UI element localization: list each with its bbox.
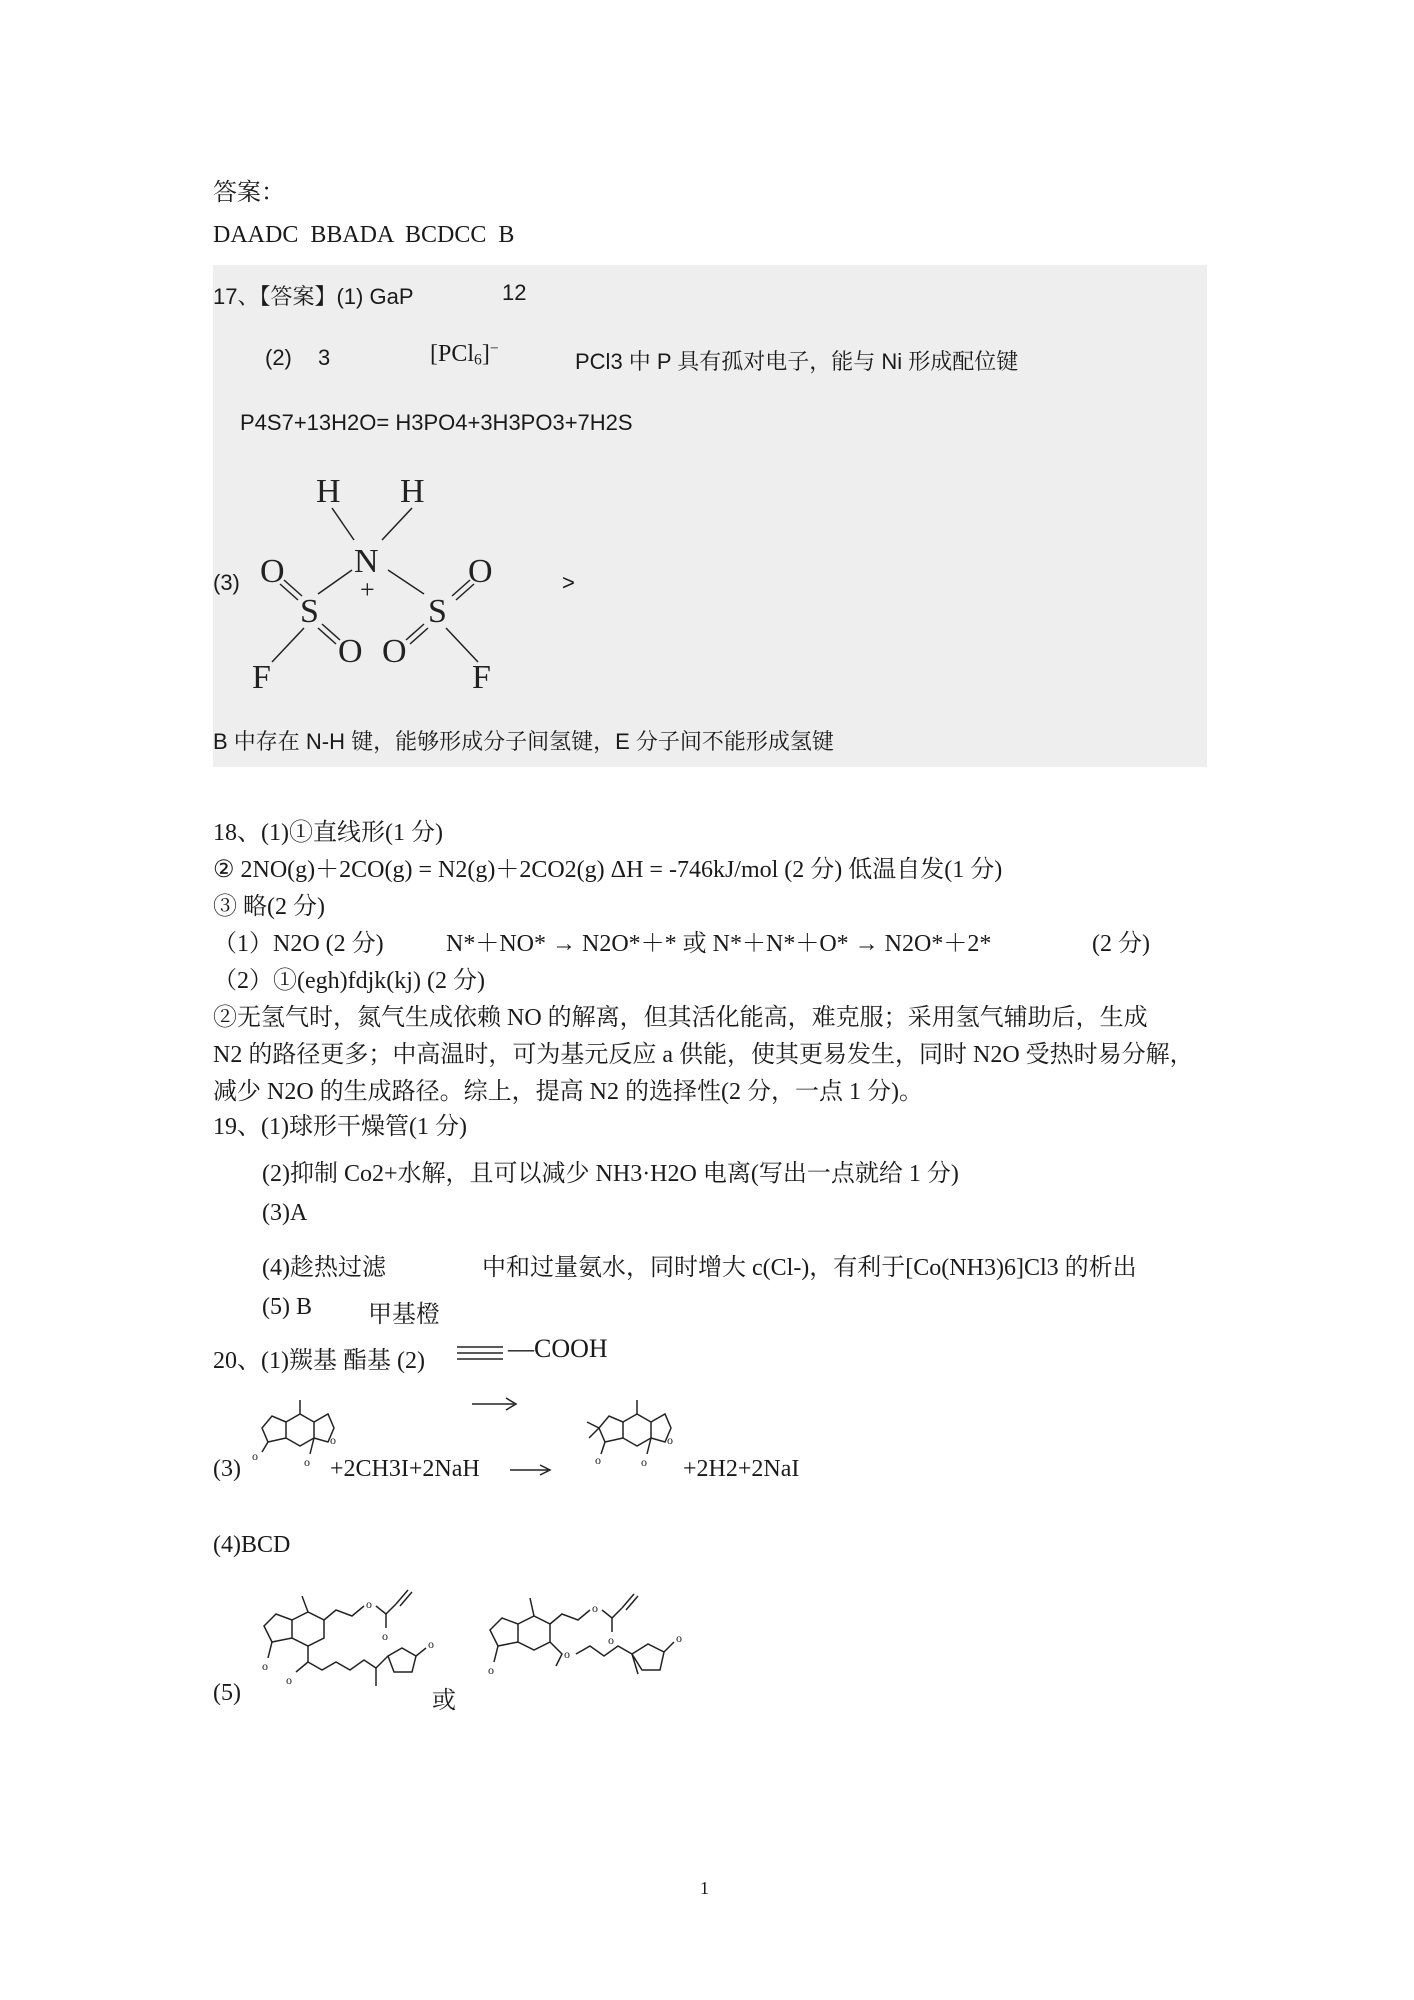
q19-line4-operation: (4)趁热过滤: [262, 1255, 386, 1281]
q19-line1: 19、(1)球形干燥管(1 分): [213, 1114, 467, 1140]
q19-line2: (2)抑制 Co2+水解，且可以减少 NH3·H2O 电离(写出一点就给 1 分): [262, 1161, 959, 1187]
isomer-structure-a: [236, 1576, 456, 1716]
svg-text:o: o: [366, 1597, 372, 1611]
svg-text:o: o: [595, 1453, 601, 1467]
svg-text:o: o: [592, 1601, 598, 1615]
svg-text:O: O: [468, 553, 493, 590]
q18-line3: ③ 略(2 分): [213, 894, 325, 920]
svg-text:+: +: [360, 575, 375, 604]
svg-text:o: o: [641, 1455, 647, 1469]
answer-heading: 答案：: [213, 180, 285, 206]
multiple-choice-answers: DAADC BBADA BCDCC B: [213, 222, 515, 248]
q18-line4-mechanism: N*＋NO* → N2O*＋* 或 N*＋N*＋O* → N2O*＋2*: [446, 931, 992, 957]
product-structure: [565, 1394, 685, 1484]
q17-part3-label: (3): [213, 570, 240, 595]
svg-text:O: O: [382, 633, 407, 670]
nh2-so2f-cation-structure: [250, 470, 530, 690]
q20-part5-label: (5): [213, 1680, 241, 1706]
svg-text:o: o: [676, 1631, 682, 1645]
svg-text:o: o: [252, 1449, 258, 1463]
reaction-arrow-2-icon: [508, 1460, 554, 1480]
svg-text:o: o: [488, 1663, 494, 1677]
svg-text:H: H: [316, 473, 341, 510]
svg-text:O: O: [260, 553, 285, 590]
svg-text:O: O: [338, 633, 363, 670]
q18-line6: ②无氢气时，氮气生成依赖 NO 的解离，但其活化能高，难克服；采用氢气辅助后，生成: [213, 1005, 1148, 1031]
q20-part5-or: 或: [432, 1688, 456, 1714]
q20-part3-reagents: +2CH3I+2NaH: [330, 1456, 480, 1482]
q19-line5-indicator: 甲基橙: [368, 1302, 440, 1328]
q17-hydrogen-bond-note: B 中存在 N-H 键，能够形成分子间氢键，E 分子间不能形成氢键: [213, 729, 834, 754]
svg-text:o: o: [428, 1637, 434, 1651]
q18-line1: 18、(1)①直线形(1 分): [213, 820, 443, 846]
q17-equation: P4S7+13H2O= H3PO4+3H3PO3+7H2S: [240, 410, 633, 435]
q20-part3-products: +2H2+2NaI: [683, 1456, 800, 1482]
q17-part2-number: 3: [318, 345, 331, 370]
q19-line4-reason: 中和过量氨水，同时增大 c(Cl-)，有利于[Co(NH3)6]Cl3 的析出: [482, 1255, 1137, 1281]
q20-line1: 20、(1)羰基 酯基 (2): [213, 1348, 425, 1374]
q18-line4-score: (2 分): [1092, 931, 1150, 957]
q17-part2-label: (2): [265, 345, 292, 370]
q17-part1: 17、【答案】(1) GaP: [213, 284, 414, 309]
q17-part3-comparison: >: [562, 570, 575, 595]
q18-line5: （2）①(egh)fdjk(kj) (2 分): [213, 968, 485, 994]
q17-part1-number: 12: [502, 280, 527, 305]
q18-line8: 减少 N2O 的生成路径。综上，提高 N2 的选择性(2 分，一点 1 分)。: [213, 1079, 923, 1105]
svg-text:o: o: [564, 1647, 570, 1661]
svg-text:F: F: [252, 659, 271, 690]
isomer-structure-b: [458, 1576, 728, 1716]
triple-bond-icon: [455, 1338, 505, 1368]
svg-text:o: o: [330, 1433, 336, 1447]
reactant-structure: [238, 1394, 338, 1484]
svg-text:o: o: [286, 1673, 292, 1687]
svg-text:o: o: [304, 1455, 310, 1469]
svg-text:H: H: [400, 473, 425, 510]
svg-text:o: o: [608, 1633, 614, 1647]
q19-line5-answer: (5) B: [262, 1294, 312, 1320]
svg-text:o: o: [667, 1433, 673, 1447]
q18-line4-answer: （1）N2O (2 分): [213, 931, 384, 957]
q20-cooh: —COOH: [508, 1334, 608, 1363]
svg-text:F: F: [472, 659, 491, 690]
svg-text:o: o: [382, 1629, 388, 1643]
q18-line7: N2 的路径更多；中高温时，可为基元反应 a 供能，使其更易发生，同时 N2O 受热时易分解，: [213, 1042, 1194, 1068]
reaction-arrow-icon: [470, 1394, 520, 1414]
svg-text:S: S: [428, 593, 447, 630]
q20-part4: (4)BCD: [213, 1532, 291, 1558]
page-number: 1: [700, 1878, 709, 1898]
svg-text:o: o: [262, 1659, 268, 1673]
q17-part2-explanation: PCl3 中 P 具有孤对电子，能与 Ni 形成配位键: [575, 349, 1019, 374]
q20-part3-label: (3): [213, 1456, 241, 1482]
q19-line3: (3)A: [262, 1200, 308, 1226]
q18-line2: ② 2NO(g)＋2CO(g) = N2(g)＋2CO2(g) ΔH = -746kJ/mol (2 分) 低温自发(1 分): [213, 857, 1003, 883]
svg-text:N: N: [354, 543, 379, 580]
svg-text:S: S: [300, 593, 319, 630]
pcl6-ion: [PCl$_6$]−: [430, 340, 499, 369]
